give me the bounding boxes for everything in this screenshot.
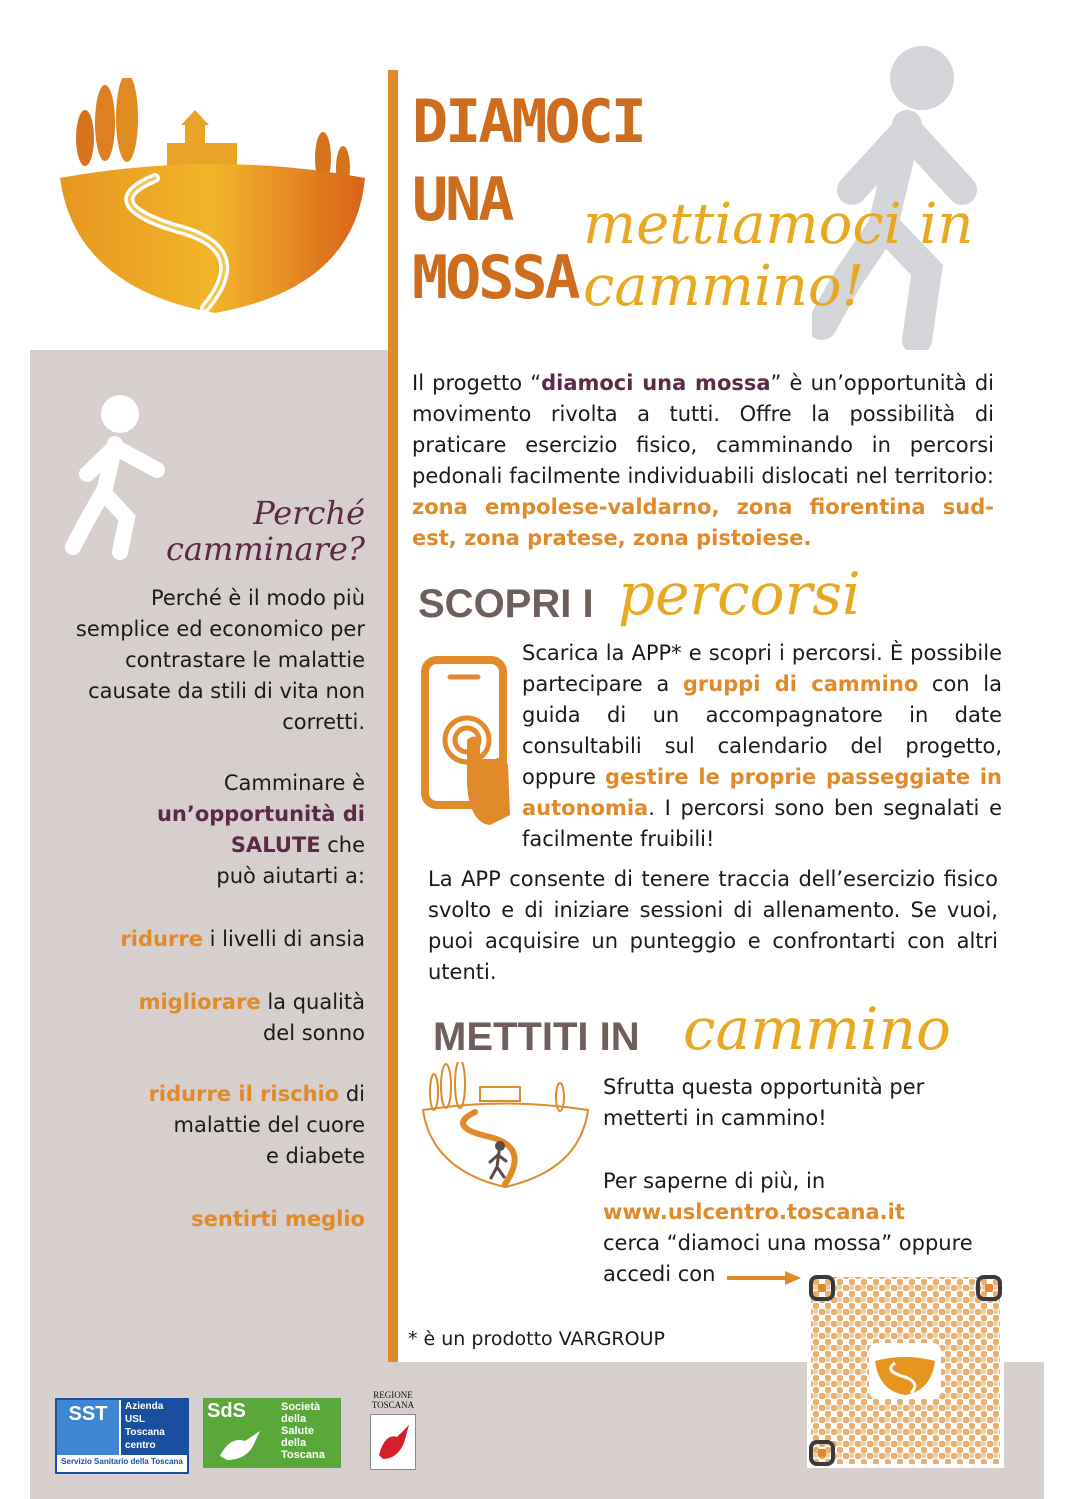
title-line-2: UNA — [412, 165, 512, 235]
sst-name-line-2: USL — [125, 1414, 145, 1425]
section2-p1-line-1: Sfrutta questa opportunità per — [603, 1075, 925, 1099]
benefit-3 — [45, 1079, 365, 1172]
section1-text-2: con la guida di un accompagnatore in date consultabili sul calendario del progetto, oppure — [522, 672, 1002, 789]
arrow-right-icon — [727, 1268, 801, 1288]
regione-toscana-logo — [367, 1390, 419, 1470]
sst-logo — [55, 1398, 189, 1474]
section2-p2-line-4: accedi con — [603, 1262, 716, 1286]
section2-p1-line-2: metterti in cammino! — [603, 1106, 827, 1130]
benefit-4: sentirti meglio — [191, 1207, 365, 1231]
sds-name-line-3: Salute — [281, 1425, 315, 1437]
tagline-line-2: cammino! — [583, 254, 865, 319]
autonomy-highlight: gestire le proprie passeggiate in autonomia — [522, 765, 1003, 820]
section1-paragraph-2: La APP consente di tenere traccia dell’esercizio fisico svolto e di iniziare sessioni di allenamento. Se vuoi, puoi acquisire un punteggio e confrontarti con altri utenti. — [428, 867, 998, 984]
benefit-1-text: i livelli di ansia — [202, 927, 365, 951]
section2-heading: METTITI IN — [433, 1015, 640, 1059]
sidebar-p2-line-3: che — [320, 833, 365, 857]
sidebar-p2-line-1: Camminare è — [223, 771, 365, 795]
benefit-1-highlight: ridurre — [120, 927, 203, 951]
section1-paragraph-1 — [522, 638, 1002, 855]
sds-logo — [203, 1398, 341, 1468]
website-link[interactable]: www.uslcentro.toscana.it — [603, 1200, 905, 1224]
sst-abbr: SST — [57, 1400, 119, 1455]
zones-list: zona empolese-valdarno, zona fiorentina sud-est, zona pratese, zona pistoiese. — [412, 495, 994, 550]
benefit-2-highlight: migliorare — [138, 990, 261, 1014]
benefit-3-line-2: malattie del cuore — [173, 1113, 365, 1137]
benefit-3-line-3: e diabete — [265, 1144, 365, 1168]
intro-paragraph — [412, 368, 994, 554]
tagline-line-1: mettiamoci in — [583, 192, 974, 257]
section2-p2-line-1: Per saperne di più, in — [603, 1169, 826, 1193]
sst-name-line-4: centro — [125, 1440, 156, 1451]
sidebar-p2-highlight-2: SALUTE — [230, 833, 321, 857]
regione-line-1: REGIONE — [373, 1390, 413, 1400]
sst-name — [121, 1400, 187, 1455]
intro-text-1: Il progetto “ — [412, 371, 542, 395]
benefit-1 — [45, 924, 365, 955]
sidebar-paragraph-2 — [45, 768, 365, 892]
section1-text-1: Scarica la APP* e scopri i percorsi. È possibile partecipare a — [522, 641, 1002, 696]
regione-shield — [370, 1414, 416, 1470]
sds-name-line-4: della — [281, 1437, 307, 1449]
sidebar-p2-highlight-1: un’opportunità di — [156, 802, 365, 826]
section1-heading: SCOPRI I — [418, 582, 594, 626]
regione-name — [367, 1390, 419, 1410]
sst-caption: Servizio Sanitario della Toscana — [61, 1457, 183, 1466]
sds-name — [281, 1401, 325, 1461]
divider-line — [388, 70, 398, 1362]
sidebar-heading — [166, 495, 365, 567]
footnote: * è un prodotto VARGROUP — [408, 1328, 665, 1350]
sidebar-heading-line-1: Perché — [253, 494, 365, 532]
sidebar-paragraph-1: Perché è il modo più semplice ed economico per contrastare le malattie causate da stili di vita non corretti. — [75, 586, 365, 734]
section2-p2-line-3: cerca “diamoci una mossa” oppure — [603, 1231, 973, 1255]
benefit-2-line-2: del sonno — [262, 1021, 365, 1045]
sds-name-line-5: Toscana — [281, 1449, 325, 1461]
landscape-logo-icon — [55, 78, 375, 328]
section1-script-heading: percorsi — [618, 560, 861, 628]
benefit-2 — [45, 987, 365, 1049]
smartphone-tap-icon — [420, 655, 512, 830]
qr-code[interactable] — [807, 1273, 1004, 1468]
section2-paragraph-1 — [603, 1072, 924, 1134]
sst-name-line-3: Toscana — [125, 1427, 165, 1438]
project-name: diamoci una mossa — [541, 371, 771, 395]
small-walker-icon — [65, 392, 175, 562]
sds-abbr: SdS — [207, 1400, 246, 1422]
title-line-3: MOSSA — [412, 243, 578, 313]
title-line-1: DIAMOCI — [412, 87, 644, 157]
benefit-2-text: la qualità — [260, 990, 365, 1014]
sidebar-heading-line-2: camminare? — [166, 530, 365, 568]
sst-name-line-1: Azienda — [125, 1401, 164, 1412]
pegasus-red-icon — [371, 1415, 415, 1469]
walking-groups-highlight: gruppi di cammino — [682, 672, 919, 696]
pegasus-icon — [215, 1426, 265, 1464]
section1-text-3: . I percorsi sono ben segnalati e facilmente fruibili! — [522, 796, 1002, 851]
sidebar-p2-line-4: può aiutarti a: — [216, 864, 365, 888]
regione-line-2: TOSCANA — [371, 1400, 415, 1410]
landscape-walker-icon — [420, 1062, 595, 1192]
sds-name-line-1: Società — [281, 1401, 321, 1413]
benefit-3-text: di — [339, 1082, 365, 1106]
sds-name-line-2: della — [281, 1413, 307, 1425]
intro-text-2: ” è un’opportunità di movimento rivolta a tutti. Offre la possibilità di praticare esercizio fisico, camminando in percorsi pedonali facilmente individuabili dislocati nel territorio: — [412, 371, 994, 488]
section2-script-heading: cammino — [683, 995, 951, 1063]
benefit-3-highlight: ridurre il rischio — [148, 1082, 340, 1106]
